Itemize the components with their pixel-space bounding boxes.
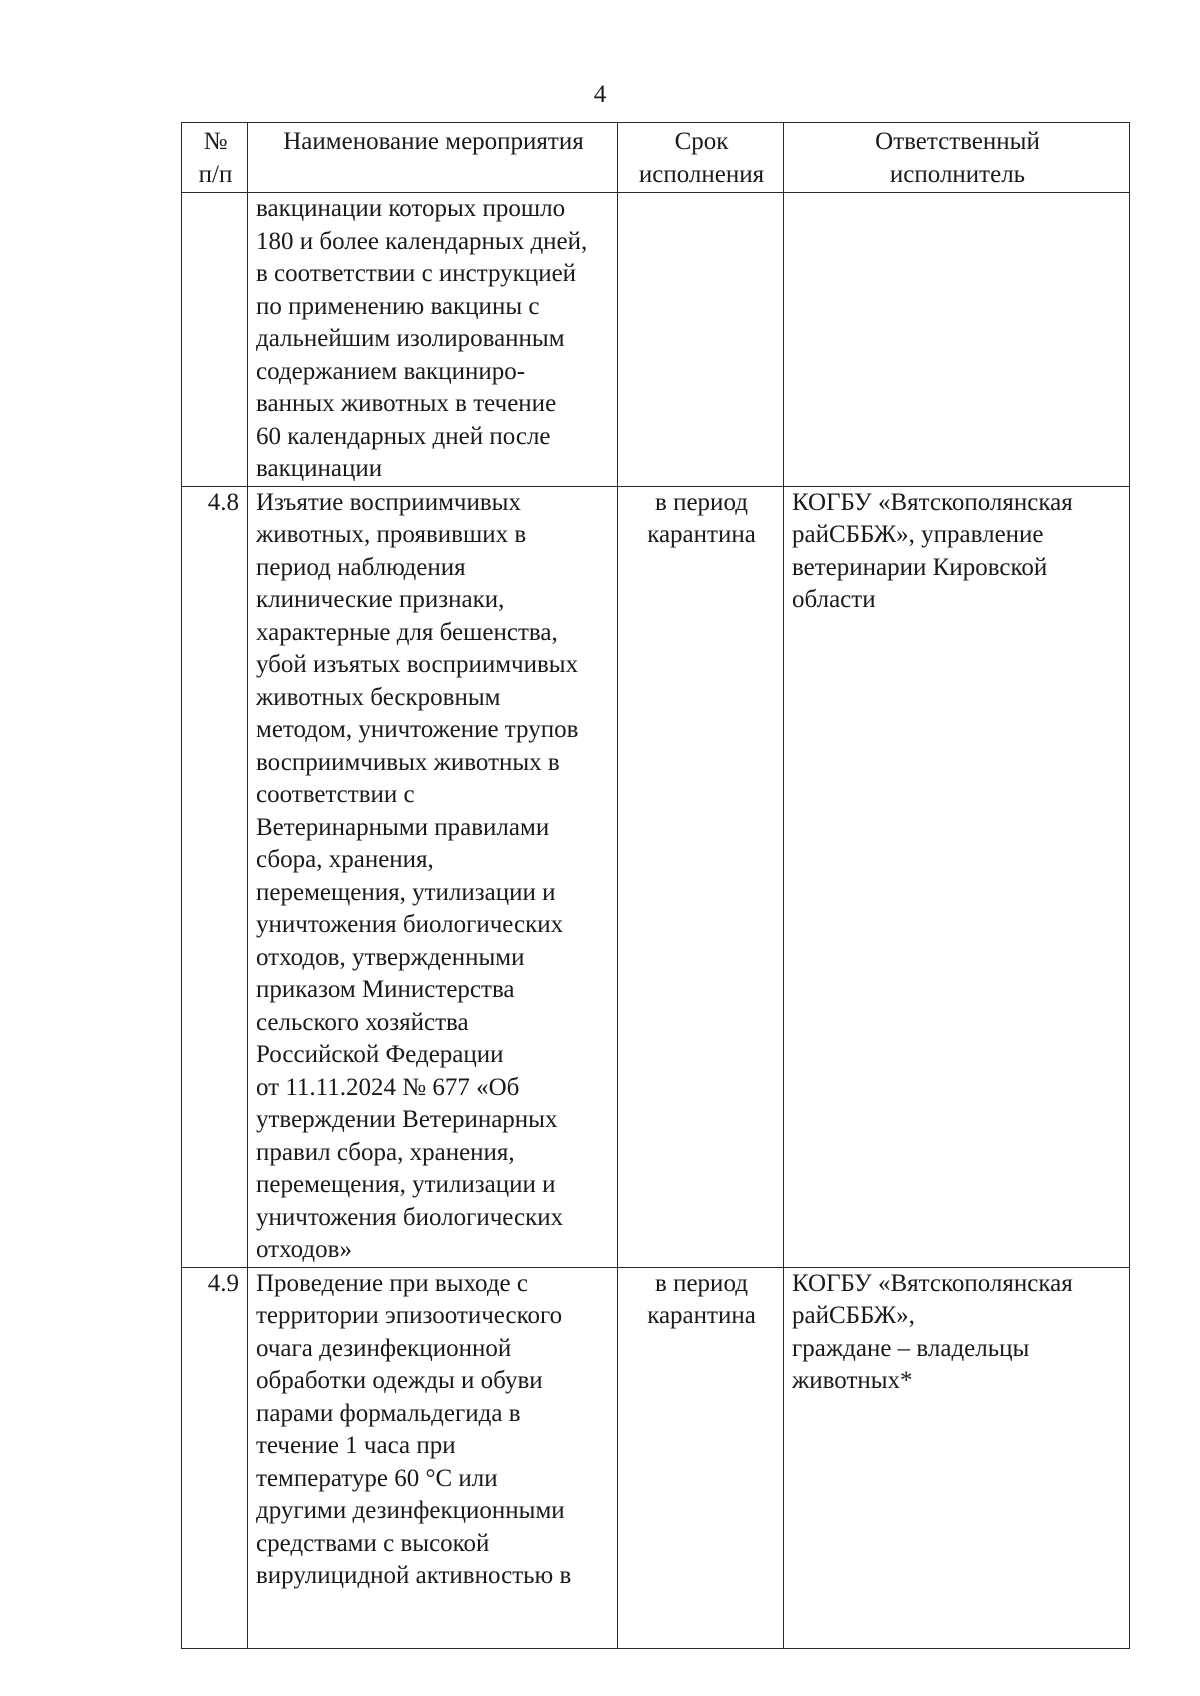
text-line: обработки одежды и обуви [256, 1367, 543, 1394]
row-activity [248, 193, 618, 487]
text-line: вакцинации которых прошло [256, 195, 566, 222]
row-activity [248, 1267, 618, 1648]
text-line: граждане – владельцы [792, 1334, 1030, 1362]
text-line: приказом Министерства [256, 976, 515, 1003]
text-line: карантина [647, 1302, 756, 1329]
text-line: Проведение при выходе с [256, 1269, 528, 1297]
row-term [618, 1267, 784, 1648]
table-row [182, 193, 1130, 487]
row-responsible [784, 1267, 1130, 1648]
row-responsible [784, 486, 1130, 1267]
row-term [618, 486, 784, 1267]
table-row [182, 1267, 1130, 1648]
text-line: 60 календарных дней после [256, 422, 551, 450]
text-line: райСББЖ», управление [792, 521, 1044, 548]
text-line: отходов» [256, 1236, 352, 1263]
header-name [248, 123, 618, 193]
text-line: в период [655, 1269, 748, 1297]
header-line: Срок [674, 128, 729, 155]
text-line: убой изъятых восприимчивых [256, 651, 579, 678]
table-row [182, 486, 1130, 1267]
text-line: другими дезинфекционными [256, 1497, 565, 1524]
text-line: сельского хозяйства [256, 1008, 469, 1036]
header-line: исполнитель [889, 160, 1026, 188]
text-line: области [792, 586, 876, 613]
text-line: температуре 60 °С или [256, 1464, 498, 1492]
text-line: от 11.11.2024 № 677 «Об [256, 1073, 520, 1101]
text-line: в период [655, 488, 748, 516]
text-line: сбора, хранения, [256, 846, 434, 873]
text-line: утверждении Ветеринарных [256, 1106, 558, 1133]
text-line: уничтожения биологических [256, 911, 564, 938]
table-header-row [182, 123, 1130, 193]
text-line: перемещения, утилизации и [256, 1171, 556, 1198]
activities-table [181, 122, 1130, 1649]
header-responsible [784, 123, 1130, 193]
text-line: вакцинации [256, 455, 383, 482]
text-line: восприимчивых животных в [256, 748, 560, 776]
row-number [182, 193, 248, 487]
row-number: 4.8 [182, 486, 248, 1267]
text-line: животных, проявивших в [256, 521, 527, 548]
text-line: Изъятие восприимчивых [256, 488, 521, 516]
text-line: период наблюдения [256, 553, 466, 581]
text-line: вирулицидной активностью в [256, 1562, 572, 1589]
text-line: правил сбора, хранения, [256, 1138, 515, 1166]
text-line: Ветеринарными правилами [256, 813, 550, 841]
text-line: животных бескровным [256, 683, 501, 711]
header-line: Наименование мероприятия [283, 128, 584, 155]
header-term [618, 123, 784, 193]
header-line: Ответственный [875, 128, 1040, 155]
text-line: животных* [792, 1367, 913, 1394]
text-line: в соответствии с инструкцией [256, 260, 577, 287]
text-line: райСББЖ», [792, 1302, 915, 1329]
text-line: КОГБУ «Вятскополянская [792, 1269, 1073, 1297]
text-line: Российской Федерации [256, 1041, 504, 1068]
text-line: отходов, утвержденными [256, 943, 525, 971]
text-line: ветеринарии Кировской [792, 553, 1048, 581]
text-line: перемещения, утилизации и [256, 878, 556, 906]
text-line: соответствии с [256, 781, 415, 808]
row-term [618, 193, 784, 487]
row-activity [248, 486, 618, 1267]
header-num [182, 123, 248, 193]
header-line: № [203, 128, 228, 155]
text-line: средствами с высокой [256, 1529, 490, 1557]
text-line: по применению вакцины с [256, 292, 540, 320]
text-line: течение 1 часа при [256, 1432, 456, 1459]
text-line: дальнейшим изолированным [256, 325, 565, 352]
header-line: п/п [198, 160, 233, 188]
header-line: исполнения [638, 160, 765, 188]
row-responsible [784, 193, 1130, 487]
text-line: парами формальдегида в [256, 1399, 521, 1427]
page-number: 4 [593, 81, 607, 108]
text-line: уничтожения биологических [256, 1203, 564, 1231]
text-line: карантина [647, 521, 756, 548]
text-line: КОГБУ «Вятскополянская [792, 488, 1073, 516]
text-line: методом, уничтожение трупов [256, 716, 579, 743]
text-line: 180 и более календарных дней, [256, 227, 588, 255]
row-number: 4.9 [182, 1267, 248, 1648]
text-line: содержанием вакциниро- [256, 357, 526, 385]
text-line: характерные для бешенства, [256, 618, 558, 646]
text-line: очага дезинфекционной [256, 1334, 512, 1362]
text-line: клинические признаки, [256, 586, 505, 613]
text-line: территории эпизоотического [256, 1302, 563, 1329]
text-line: ванных животных в течение [256, 390, 557, 417]
